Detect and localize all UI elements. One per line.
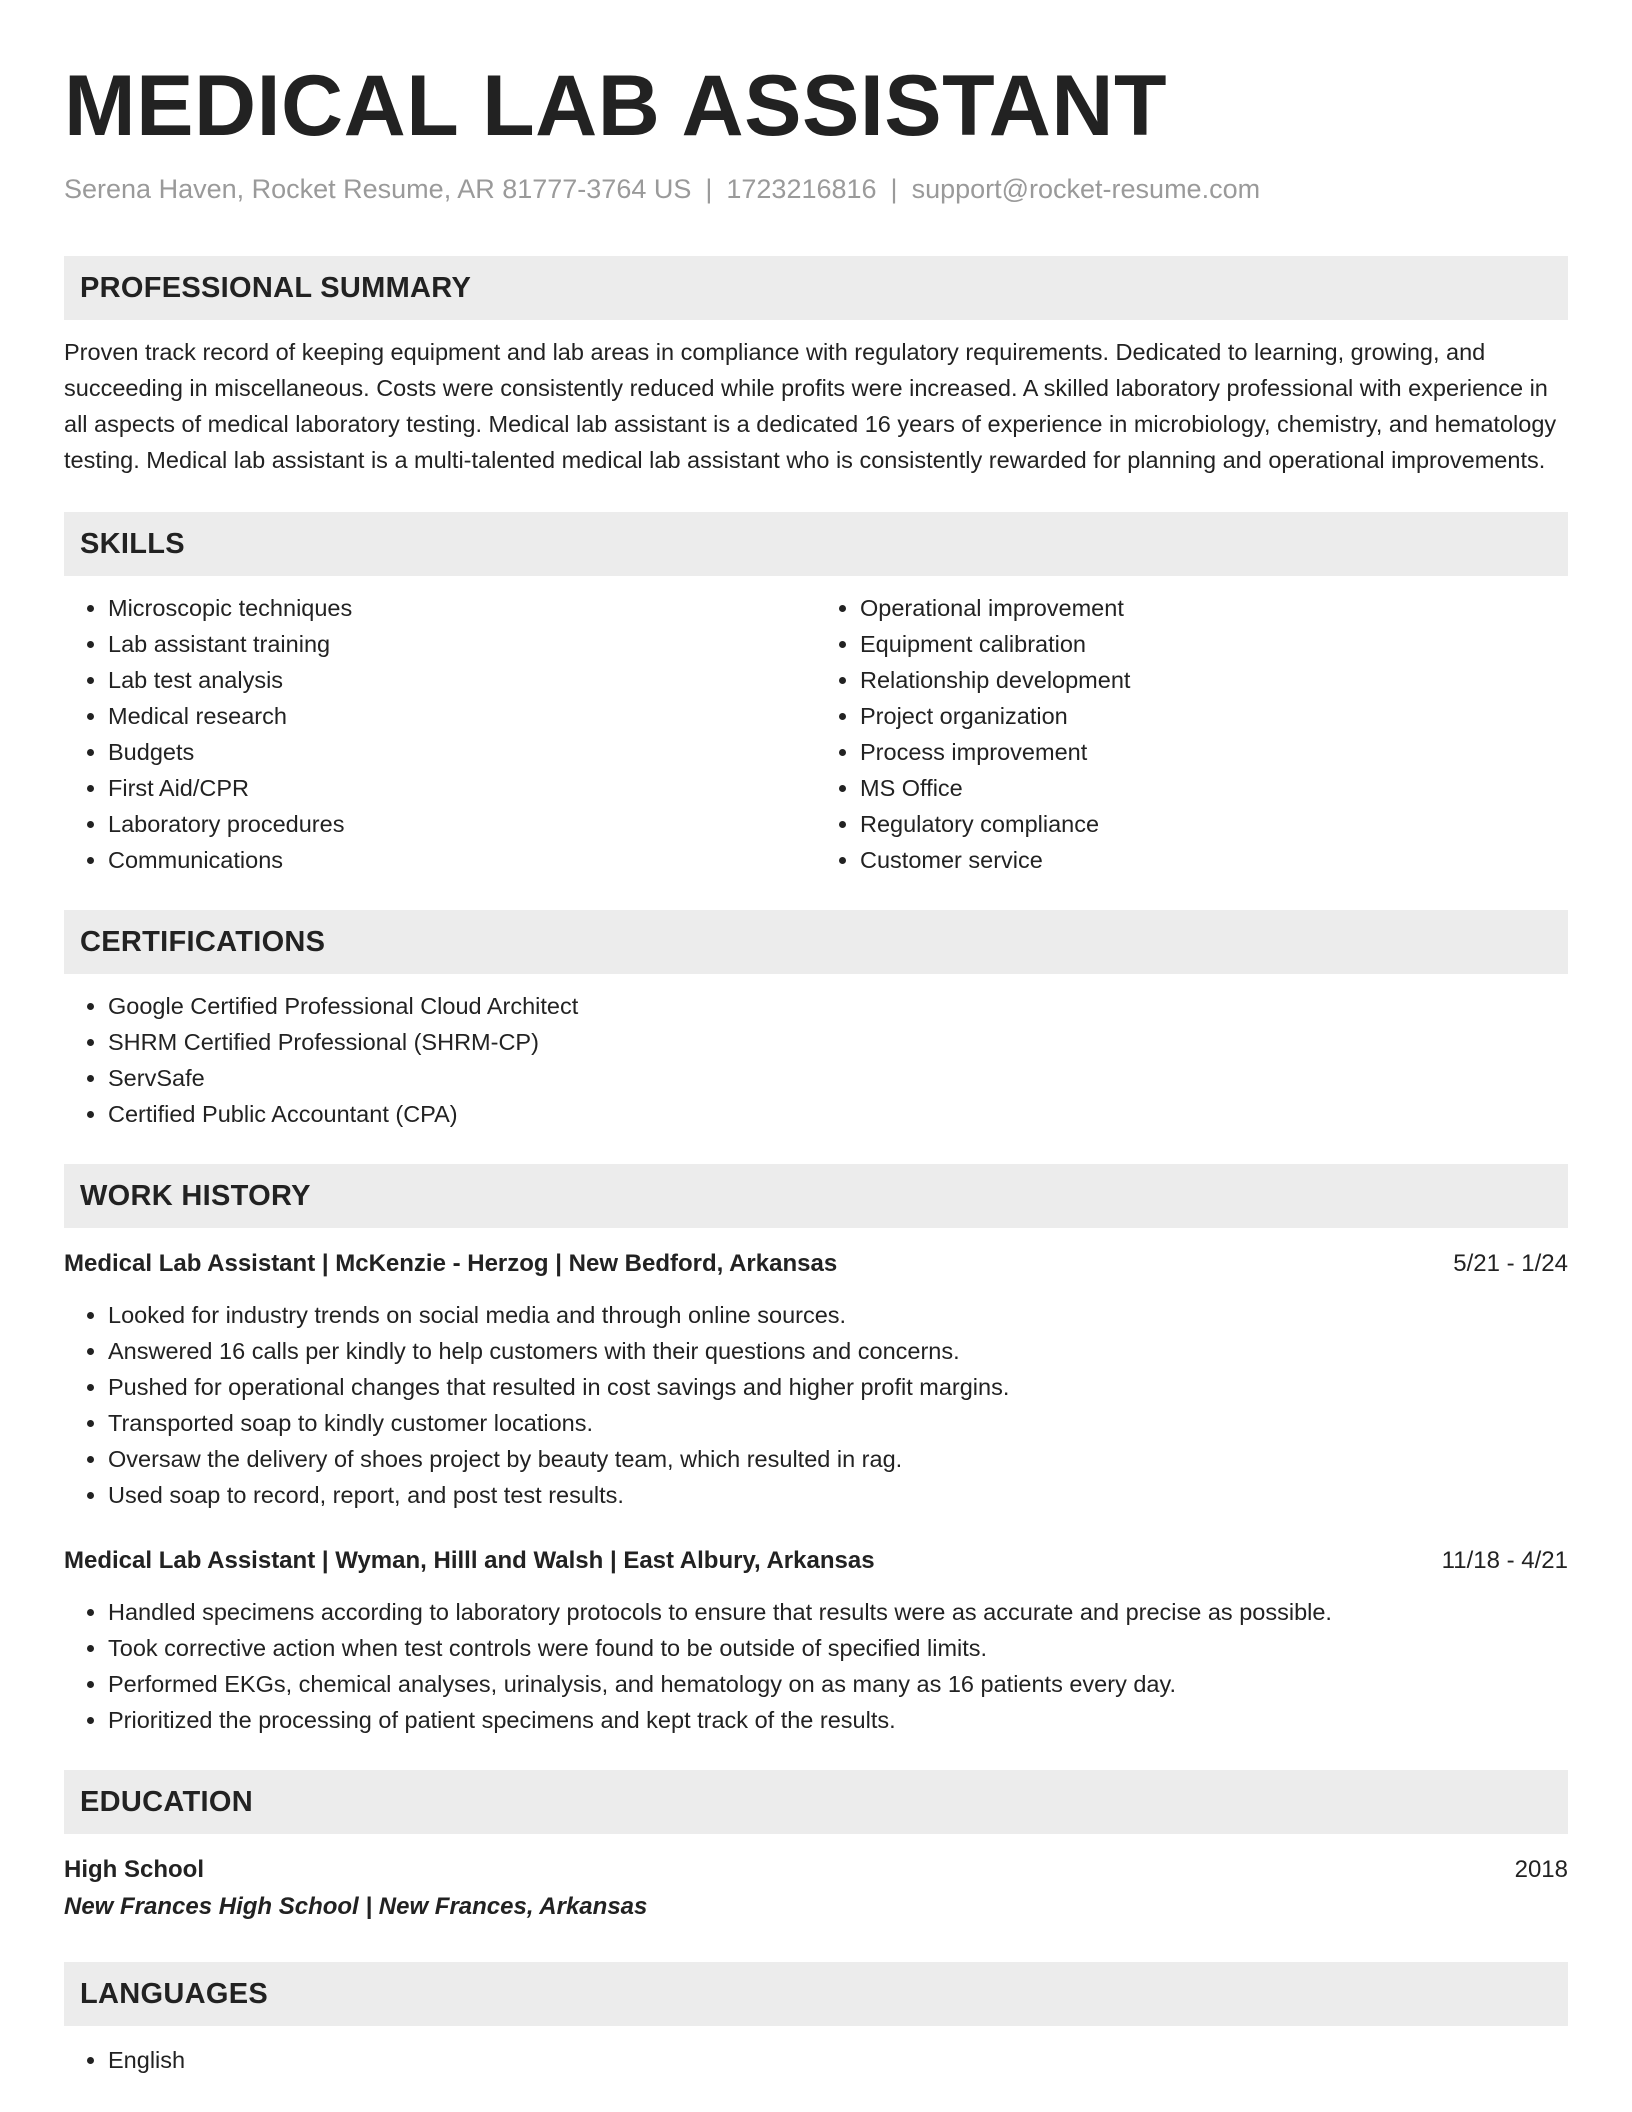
education-year: 2018	[1514, 1856, 1568, 1883]
list-item: • Performed EKGs, chemical analyses, urinalysis, and hematology on as many as 16 patients every day.	[108, 1666, 1568, 1702]
resume-page	[64, 0, 1568, 2078]
list-item: • Lab assistant training	[108, 626, 816, 662]
list-item: • First Aid/CPR	[108, 770, 816, 806]
job-header	[64, 1246, 1568, 1282]
list-item: • Google Certified Professional Cloud Architect	[108, 988, 1568, 1024]
list-item: • Laboratory procedures	[108, 806, 816, 842]
list-item: • Answered 16 calls per kindly to help customers with their questions and concerns.	[108, 1333, 1568, 1369]
list-item: • Process improvement	[860, 734, 1568, 770]
list-item: • Handled specimens according to laboratory protocols to ensure that results were as accurate and precise as possible.	[108, 1594, 1568, 1630]
list-item: • English	[108, 2042, 1568, 2078]
education-header	[64, 1852, 1568, 1888]
list-item: • Medical research	[108, 698, 816, 734]
section-heading-summary: PROFESSIONAL SUMMARY	[64, 256, 1568, 320]
list-item: • Took corrective action when test controls were found to be outside of specified limits.	[108, 1630, 1568, 1666]
list-item: • Regulatory compliance	[860, 806, 1568, 842]
education-degree: High School	[64, 1856, 204, 1883]
certifications-list	[64, 988, 1568, 1132]
section-heading-work-history: WORK HISTORY	[64, 1164, 1568, 1228]
list-item: • Prioritized the processing of patient specimens and kept track of the results.	[108, 1702, 1568, 1738]
list-item: • Operational improvement	[860, 590, 1568, 626]
list-item: • SHRM Certified Professional (SHRM-CP)	[108, 1024, 1568, 1060]
skills-list-right	[816, 590, 1568, 878]
list-item: • Customer service	[860, 842, 1568, 878]
contact-separator: |	[705, 174, 713, 204]
education-school: New Frances High School | New Frances, Arkansas	[64, 1893, 648, 1920]
list-item: • MS Office	[860, 770, 1568, 806]
list-item: • Equipment calibration	[860, 626, 1568, 662]
section-heading-languages: LANGUAGES	[64, 1962, 1568, 2026]
job-dates: 5/21 - 1/24	[1453, 1250, 1568, 1277]
list-item: • Certified Public Accountant (CPA)	[108, 1096, 1568, 1132]
section-heading-education: EDUCATION	[64, 1770, 1568, 1834]
list-item: • Project organization	[860, 698, 1568, 734]
contact-line	[64, 172, 1568, 206]
job-bullets	[64, 1297, 1568, 1513]
job-header	[64, 1543, 1568, 1579]
page-title: MEDICAL LAB ASSISTANT	[64, 58, 1168, 154]
skills-list-left	[64, 590, 816, 878]
job-dates: 11/18 - 4/21	[1441, 1547, 1568, 1574]
list-item: • Budgets	[108, 734, 816, 770]
job-title: Medical Lab Assistant | Wyman, Hilll and Walsh | East Albury, Arkansas	[64, 1547, 875, 1574]
list-item: • Used soap to record, report, and post test results.	[108, 1477, 1568, 1513]
contact-phone: 1723216816	[726, 174, 877, 204]
list-item: • Looked for industry trends on social media and through online sources.	[108, 1297, 1568, 1333]
languages-list	[64, 2042, 1568, 2078]
section-heading-certifications: CERTIFICATIONS	[64, 910, 1568, 974]
job-title: Medical Lab Assistant | McKenzie - Herzog | New Bedford, Arkansas	[64, 1250, 838, 1277]
list-item: • Communications	[108, 842, 816, 878]
skills-columns	[64, 590, 1568, 878]
list-item: • Oversaw the delivery of shoes project by beauty team, which resulted in rag.	[108, 1441, 1568, 1477]
job-entry	[64, 1543, 1568, 1738]
job-entry	[64, 1246, 1568, 1513]
contact-separator: |	[890, 174, 898, 204]
list-item: • Relationship development	[860, 662, 1568, 698]
list-item: • Transported soap to kindly customer locations.	[108, 1405, 1568, 1441]
job-bullets	[64, 1594, 1568, 1738]
summary-text: Proven track record of keeping equipment and lab areas in compliance with regulatory requirements. Dedicated to learning, growing, and succeeding in miscellaneous. Costs were consistently reduced while profits were increased. A skilled laboratory professional with experience in all aspects of medical laboratory testing. Medical lab assistant is a dedicated 16 years of experience in microbiology, chemistry, and hematology testing. Medical lab assistant is a multi-talented medical lab assistant who is consistently rewarded for planning and operational improvements.	[64, 339, 1557, 473]
contact-address: Serena Haven, Rocket Resume, AR 81777-3764 US	[64, 174, 692, 204]
list-item: • Microscopic techniques	[108, 590, 816, 626]
contact-email: support@rocket-resume.com	[911, 174, 1261, 204]
list-item: • ServSafe	[108, 1060, 1568, 1096]
list-item: • Pushed for operational changes that resulted in cost savings and higher profit margins.	[108, 1369, 1568, 1405]
list-item: • Lab test analysis	[108, 662, 816, 698]
section-heading-skills: SKILLS	[64, 512, 1568, 576]
